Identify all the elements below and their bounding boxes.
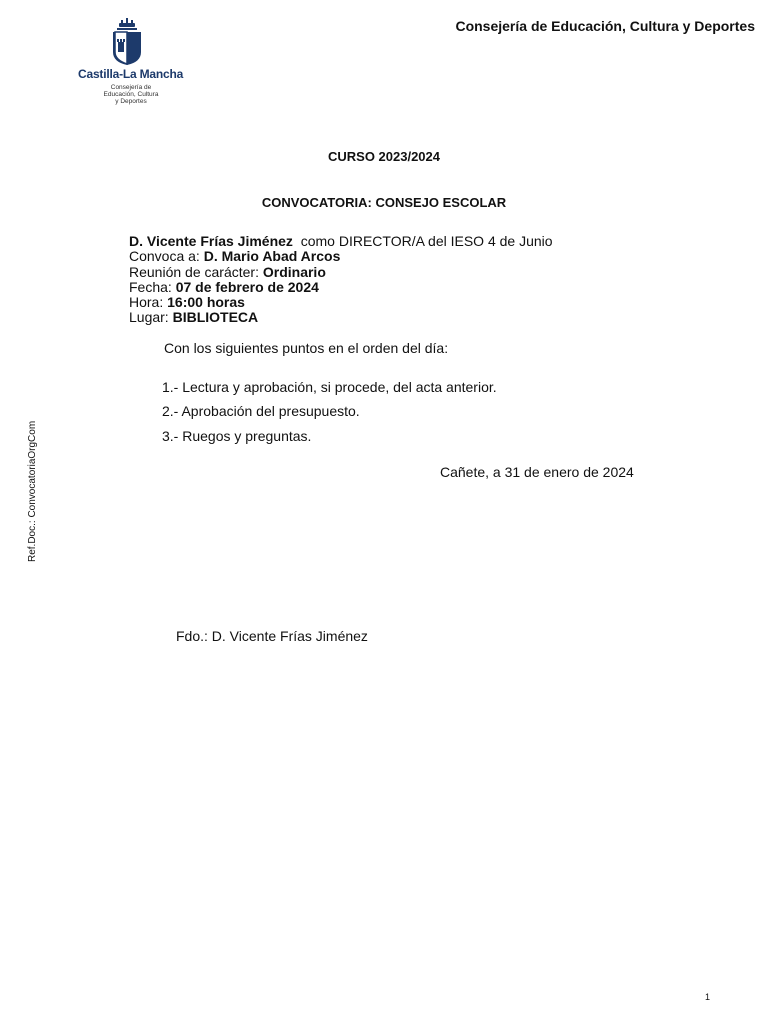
lugar-line: Lugar: BIBLIOTECA (129, 309, 259, 326)
course-heading: CURSO 2023/2024 (327, 149, 440, 164)
agenda-item: 1.- Lectura y aprobación, si procede, del acta anterior. (162, 379, 497, 395)
agenda-intro: Con los siguientes puntos en el orden del día: (164, 340, 449, 356)
document-title: CONVOCATORIA: CONSEJO ESCOLAR (261, 195, 507, 210)
agenda-item: 2.- Aprobación del presupuesto. (162, 403, 360, 419)
side-reference: Ref.Doc.: ConvocatoriaOrgCom (27, 420, 38, 562)
agenda-item: 3.- Ruegos y preguntas. (162, 428, 312, 444)
director-line: D. Vicente Frías Jiménez como DIRECTOR/A del IESO 4 de Junio (129, 233, 553, 249)
logo (78, 18, 186, 110)
hora-line: Hora: 16:00 horas (129, 294, 245, 311)
fecha-line: Fecha: 07 de febrero de 2024 (129, 278, 319, 295)
place-date: Cañete, a 31 de enero de 2024 (440, 464, 634, 480)
logo-subtitle: Consejería de Educación, Cultura y Deportes (103, 84, 159, 105)
logo-brand: Castilla-La Mancha (78, 67, 184, 81)
crown-castle-icon (107, 18, 147, 66)
meeting-info (129, 234, 553, 326)
page-number: 1 (705, 992, 711, 1002)
reunion-line: Reunión de carácter: Ordinario (129, 263, 326, 280)
signature: Fdo.: D. Vicente Frías Jiménez (176, 628, 368, 644)
convoca-line: Convoca a: D. Mario Abad Arcos (129, 248, 341, 265)
department-header: Consejería de Educación, Cultura y Deportes (455, 18, 755, 34)
